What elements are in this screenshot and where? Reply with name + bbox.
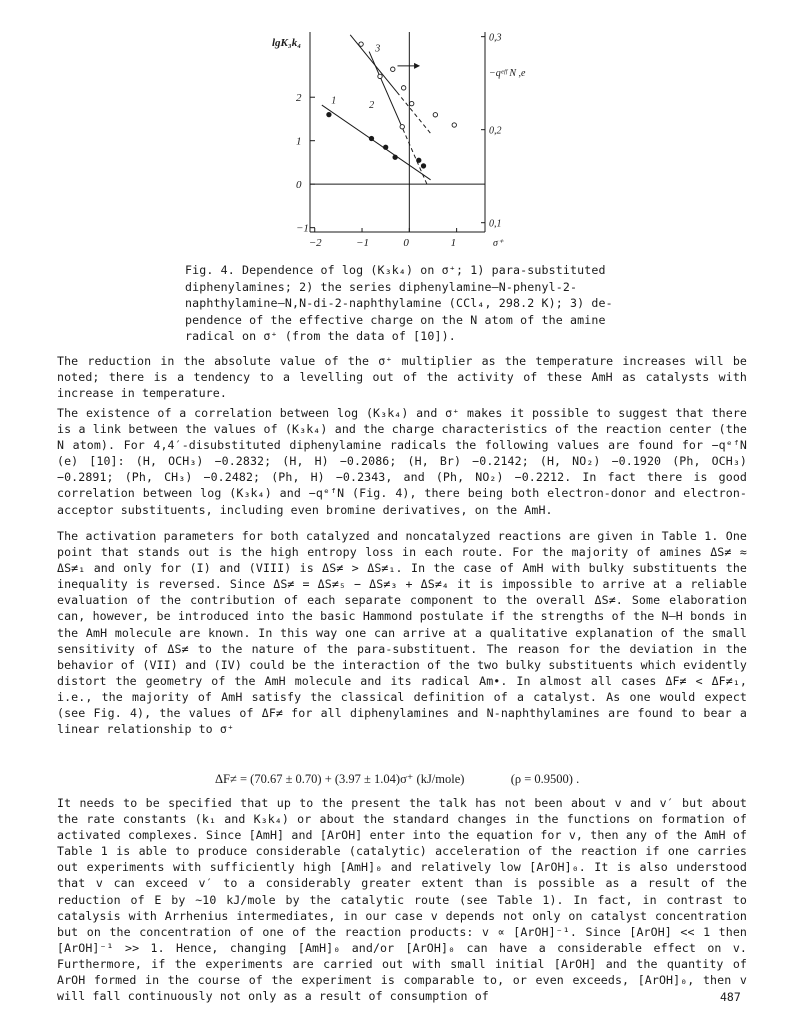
x-tick-label: 0 [403,237,409,249]
data-point-series-1 [383,145,387,149]
y-left-tick-label: 0 [296,179,302,192]
data-point-series-3 [452,123,456,127]
chart-axes [310,32,485,232]
y-right-tick-label: 0,1 [489,218,502,230]
paragraph-4: It needs to be specified that up to the present the talk has not been about v and v′ but about the rate constants (k₁ and K₃k₄) or about the standard changes in the functions on formation of activated complexes. Since [AmH] and [ArOH] enter into the equation for v, then any of the AmH of Table 1 is able to produce considerable (catalytic) acceleration of the reaction if one carries out experiments with sufficiently high [AmH]₀ and relatively low [ArOH]₀. It is also understood that v can exceed v′ to a considerably greater extent than is possible as a result of the reduction of E by ∼10 kJ/mole by the catalytic route (see Table 1). In fact, in contrast to catalysis with Arrhenius intermediates, in our case v depends not only on catalyst concentration but on the concentration of one of the reaction products: v ∝ [ArOH]⁻¹. Since [ArOH] << 1 then [ArOH]⁻¹ >> 1. Hence, changing [AmH]₀ and/or [ArOH]₀ can have a considerable effect on v. Furthermore, if the experiments are carried out with small initial [ArOH] and the quantity of ArOH formed in the course of the experiment is comparable to, or even exceeds, [ArOH]₀, then v will fall continuously not only as a result of consumption of [57,796,747,1004]
data-point-series-1 [327,112,331,116]
y-right-tick-label: 0,2 [489,125,502,137]
data-point-series-1 [369,136,373,140]
y-right-axis-title: −qᵉᶠᶠ N ,e [489,68,526,79]
y-left-axis-title: lgK₃k₄ [272,37,302,49]
y-left-tick-label: 2 [296,92,302,105]
data-point-series-3 [409,101,413,105]
x-tick-label: −2 [308,237,322,249]
equation-correlation: (ρ = 0.9500) . [510,772,580,786]
data-point-series-2 [378,74,382,78]
figure-4-chart [270,22,570,258]
curve-label-1: 1 [331,95,337,107]
paragraph-3: The activation parameters for both catalyzed and noncatalyzed reactions are given in Table 1. One point that stands out is the high entropy loss in each route. For the majority of amines ΔS≠ ≈ ΔS≠₁ and only for (I) and (VIII) is ΔS≠ > ΔS≠₁. In the case of AmH with bulky substituents the inequality is reversed. Since ΔS≠ = ΔS≠₅ − ΔS≠₃ + ΔS≠₄ it is impossible to arrive at a reliable evaluation of the contribution of each separate component to the overall ΔS≠. Some elaboration can, however, be introduced into the basic Hammond postulate if the strengths of the N—H bonds in the AmH molecule are known. In this way one can arrive at a qualitative explanation of the small sensitivity of ΔS≠ to the nature of the para-substituent. The reason for the deviation in the behavior of (VII) and (IV) could be the interaction of the two bulky substituents which evidently distort the geometry of the AmH molecule and its radical Am•. In almost all cases ΔF≠ < ΔF≠₁, i.e., the majority of AmH satisfy the classical definition of a catalyst. As one would expect (see Fig. 4), the values of ΔF≠ for all diphenylamines and N-naphthylamines are found to bear a linear relationship to σ⁺ [57,529,747,737]
data-point-series-3 [401,86,405,90]
data-point-series-3 [391,67,395,71]
fit-line-2 [369,52,403,129]
x-tick-label: −1 [356,237,369,249]
data-point-series-3 [359,42,363,46]
chart-marks [322,35,457,185]
y-left-tick-label: 1 [296,135,302,148]
fit-line-3 [350,35,397,92]
fit-line-1 [322,105,431,180]
curve-label-2: 2 [369,100,375,112]
paragraph-1: The reduction in the absolute value of the σ⁺ multiplier as the temperature increases will be noted; there is a tendency to a levelling out of the activity of these AmH as catalysts with increase in temperature. [57,354,747,401]
data-point-series-2 [400,125,404,129]
fit-line-dashed-2 [403,129,427,185]
x-axis-title: σ⁺ [493,238,504,249]
paragraph-2: The existence of a correlation between log (K₃k₄) and σ⁺ makes it possible to suggest that there is a link between the values of (K₃k₄) and the charge characteristics of the reaction center (the N atom). For 4,4′-disubstituted diphenylamine radicals the following values are found for −qᵉᶠN (e) [10]: (H, OCH₃) −0.2832; (H, H) −0.2086; (H, Br) −0.2142; (H, NO₂) −0.1920 (Ph, OCH₃) −0.2891; (Ph, CH₃) −0.2482; (Ph, H) −0.2343, and (Ph, NO₂) −0.2212. In fact there is good correlation between log (K₃k₄) and −qᵉᶠN (Fig. 4), there being both electron-donor and electron-acceptor substituents, including even bromine derivatives, on the AmH. [57,406,747,517]
curve-label-3: 3 [375,43,381,55]
page-number: 487 [720,990,741,1004]
arrow-head [414,63,420,69]
y-left-tick-label: −1 [296,222,309,235]
figure-caption: Fig. 4. Dependence of log (K₃k₄) on σ⁺; 1) para-substituted diphenylamines; 2) the series diphenylamine—N-phenyl-2- naphthylamine—N,N-di-2-naphthylamine (CCl₄, 298.2 K); 3) de- pendence of the effective charge on the N atom of the amine radical on σ⁺ (from the data of [10]). [185,263,613,344]
data-point-series-1 [421,164,425,168]
equation [215,771,579,787]
data-point-series-3 [433,113,437,117]
equation-formula: ΔF≠ = (70.67 ± 0.70) + (3.97 ± 1.04)σ⁺ (kJ/mole) [215,772,465,786]
y-right-tick-label: 0,3 [489,32,502,44]
data-point-series-1 [393,155,397,159]
x-tick-label: 1 [450,237,457,249]
